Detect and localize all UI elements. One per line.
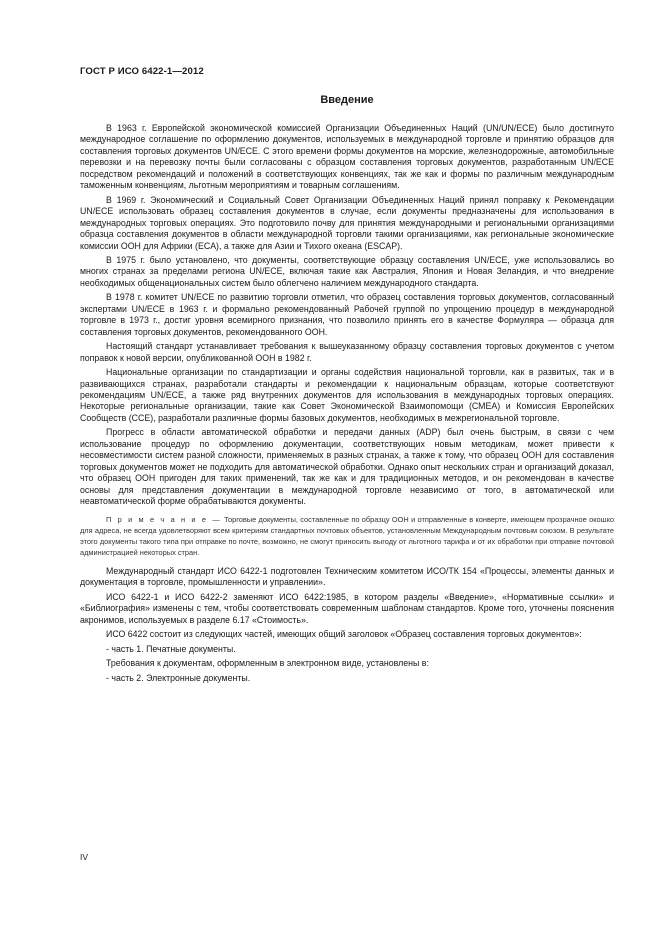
list-item: - часть 1. Печатные документы. [106, 643, 236, 654]
paragraph: Национальные организации по стандартизации и органы содействия национальной торговли, как в развитых, так и в развивающихся странах, разработали стандарты и рекомендации к национальным образцам, которые соответствуют рекомендациям UN/ECE, а также ряд внутренних документов для использования в международных торговых операциях. Некоторые региональные организации, такие как Совет Экономической Взаимопомощи (СМЕА) и Комиссия Европейских Сообществ (CCE), разработали различные формы базовых документов, необходимых в межрегиональной торговле. [80, 367, 614, 423]
note-label: П р и м е ч а н и е — [106, 514, 222, 524]
document-body [80, 123, 614, 687]
document-header: ГОСТ Р ИСО 6422-1—2012 [80, 66, 204, 77]
paragraph: В 1978 г. комитет UN/ECE по развитию торговли отметил, что образец составления торговых документов, согласованный экспертами UN/ECE в 1963 г. и формально рекомендованный Рабочей группой по упрощению процедур в международной торговле в 1973 г., достиг уровня всемирного признания, что позволило принять его в качестве Формуляра — образца для составления торговых документов, рекомендованного ООН. [80, 292, 614, 337]
list-item: - часть 2. Электронные документы. [106, 672, 251, 683]
paragraph: В 1975 г. было установлено, что документы, соответствующие образцу составления UN/ECE, уже использовались во многих странах за пределами региона UN/ECE, включая такие как Австралия, Япония и Новая Зеландия, и что внедрение необходимых общенациональных систем было облегчено наличием международного стандарта. [80, 254, 614, 288]
paragraph: В 1969 г. Экономический и Социальный Совет Организации Объединенных Наций принял поправку к Рекомендации UN/ECE использовать образец составления документов в случае, если документы предназначены для использования в международных торговых операциях. Это подготовило почву для принятия международными и региональными организациями образца составления документов в области международной торговли такими организациями, как региональные экономические комиссии ООН для Африки (ECA), а также для Азии и Тихого океана (ESCAP). [80, 194, 614, 251]
paragraph: Настоящий стандарт устанавливает требования к вышеуказанному образцу составления торговых документов с учетом поправок к новой версии, опубликованной ООН в 1982 г. [80, 341, 614, 363]
paragraph: ИСО 6422 состоит из следующих частей, имеющих общий заголовок «Образец составления торговых документов»: [106, 629, 582, 640]
note [80, 514, 614, 558]
page-number: IV [80, 852, 88, 862]
paragraph: В 1963 г. Европейской экономической комиссией Организации Объединенных Наций (UN/UN/ECE) было достигнуто международное соглашение по оформлению документов, используемых в международной торговле и принятию образцов для составления торговых документов UN/ECE. С этого времени формы документов на морские, железнодорожные, автомобильные перевозки и на перевозку почты были согласованы с образцом составления торговых документов, разработанным UN/ECE посредством рекомендаций и положений в соответствующих конвенциях, так же как и формы по различным международным таможенным конвенциям, льготным мероприятиям и товарным соглашениям. [80, 123, 614, 191]
note-text: Торговые документы, составленные по образцу ООН и отправленные в конверте, имеющем прозрачное окошко для адреса, не всегда удовлетворяют всем критериям стандартных почтовых объектов, установленным Международным почтовым союзом. В результате этого документы такого типа при отправке по почте, возможно, не смогут приносить выгоду от льготного тарифа и от их обработки при отправке почтовой администрацией некоторых стран. [80, 514, 615, 557]
section-title: Введение [320, 94, 374, 106]
paragraph: Прогресс в области автоматической обработки и передачи данных (ADP) был очень быстрым, в связи с чем использование процедур по оформлению документации, соответствующих новым методикам, может привести к несовместимости систем разной сложности, применяемых в разных странах, а также к тому, что образец ООН для составления торговых документов может не подходить для автоматической обработки. Однако опыт нескольких стран и организаций доказал, что образец ООН пригоден для таких применений, так же как и для традиционных методов, и он рекомендован в качестве основы для представления документации в международной торговле независимо от того, в автоматической или неавтоматической форме обрабатываются документы. [80, 427, 614, 507]
paragraph: Требования к документам, оформленным в электронном виде, установлены в: [106, 658, 429, 669]
paragraph: ИСО 6422-1 и ИСО 6422-2 заменяют ИСО 6422:1985, в котором разделы «Введение», «Нормативные ссылки» и «Библиография» изменены с тем, чтобы соответствовать современным шаблонам стандартов. Кроме того, уточнены пояснения акронимов, используемых в разделе 6.17 «Стоимость». [80, 591, 614, 625]
paragraph: Международный стандарт ИСО 6422-1 подготовлен Техническим комитетом ИСО/ТК 154 «Процессы, элементы данных и документация в торговле, промышленности и управлении». [80, 565, 614, 588]
